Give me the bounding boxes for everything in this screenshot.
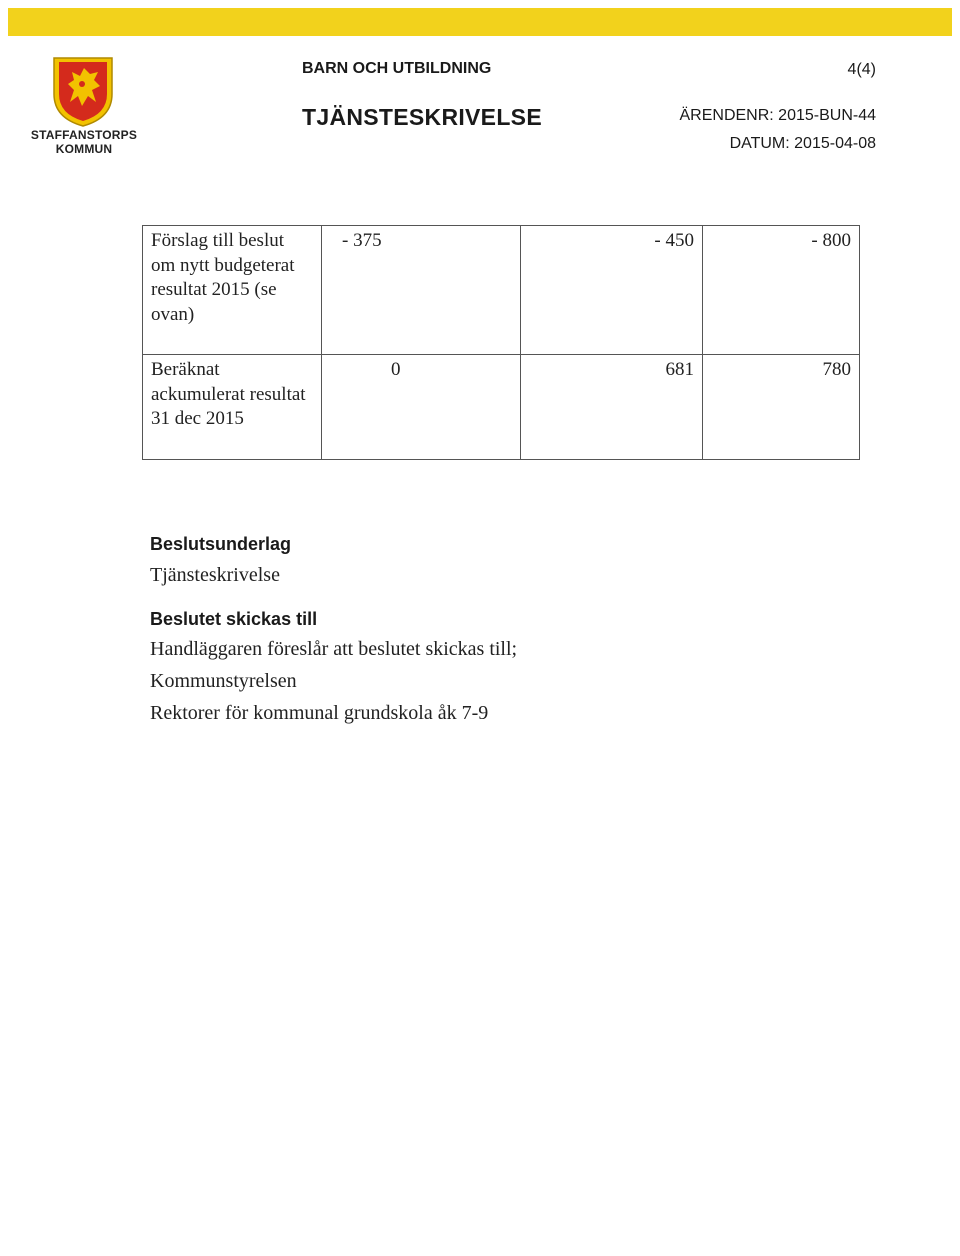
logo-kommun-line: KOMMUN bbox=[55, 142, 113, 156]
recipient-item: Rektorer för kommunal grundskola åk 7-9 bbox=[150, 702, 489, 724]
decision-basis-text: Tjänsteskrivelse bbox=[150, 564, 280, 586]
coat-of-arms-icon bbox=[52, 56, 114, 128]
row-label: Beräknat ackumulerat resultat 31 dec 2015 bbox=[143, 355, 322, 460]
case-number: ÄRENDENR: 2015-BUN-44 bbox=[679, 107, 876, 124]
document-date: DATUM: 2015-04-08 bbox=[729, 135, 876, 152]
cell-value: - 375 bbox=[342, 230, 382, 251]
table-cell: 681 bbox=[521, 355, 703, 460]
table-row bbox=[143, 355, 860, 460]
table-cell: 780 bbox=[703, 355, 860, 460]
cell-value: 0 bbox=[391, 359, 401, 380]
decision-basis-heading: Beslutsunderlag bbox=[150, 534, 292, 554]
table-cell: - 800 bbox=[703, 226, 860, 355]
row-label: Förslag till beslut om nytt budgeterat resultat 2015 (se ovan) bbox=[143, 226, 322, 355]
table-cell bbox=[322, 355, 521, 460]
table-cell: - 450 bbox=[521, 226, 703, 355]
send-to-intro: Handläggaren föreslår att beslutet skickas till; bbox=[150, 638, 518, 660]
document-type-title: TJÄNSTESKRIVELSE bbox=[302, 104, 542, 130]
budget-table bbox=[142, 225, 860, 460]
municipality-logo bbox=[30, 56, 138, 156]
recipient-item: Kommunstyrelsen bbox=[150, 670, 297, 692]
table-row bbox=[143, 226, 860, 355]
logo-name-line: STAFFANSTORPS bbox=[30, 128, 138, 142]
page-number: 4(4) bbox=[847, 61, 876, 78]
table-cell bbox=[322, 226, 521, 355]
send-to-heading: Beslutet skickas till bbox=[150, 609, 318, 629]
department-name: BARN OCH UTBILDNING bbox=[302, 60, 492, 77]
top-color-band bbox=[8, 8, 952, 36]
